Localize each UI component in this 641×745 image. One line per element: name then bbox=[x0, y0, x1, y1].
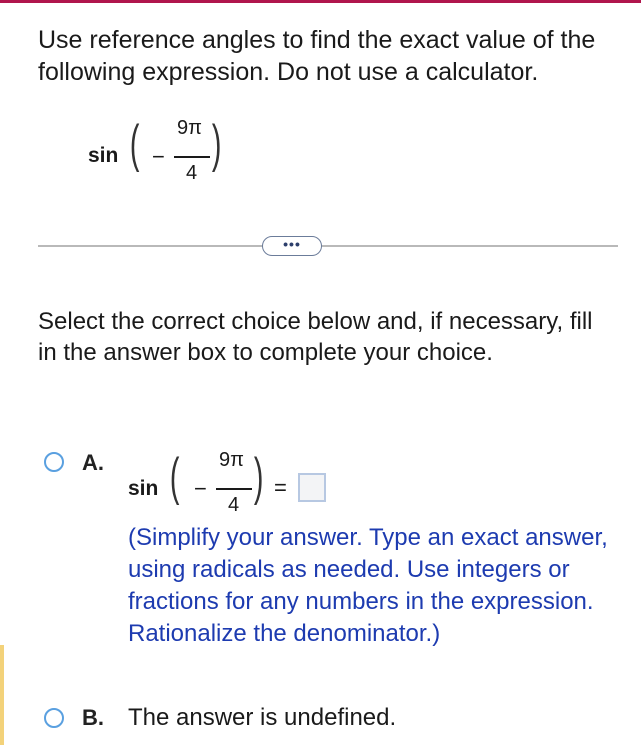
choice-a-label[interactable]: A. bbox=[82, 450, 104, 475]
expr-sign: − bbox=[152, 144, 165, 169]
choice-a-hint: (Simplify your answer. Type an exact answer, using radicals as needed. Use integers or fractions for any numbers in the expression. Rationalize the denominator.) bbox=[128, 524, 608, 647]
top-accent-bar bbox=[0, 0, 641, 3]
expr-numerator: 9π bbox=[177, 117, 202, 139]
choice-a-numerator: 9π bbox=[219, 449, 244, 471]
choice-a-func: sin bbox=[128, 477, 159, 500]
choice-b-text[interactable]: The answer is undefined. bbox=[128, 704, 397, 731]
left-accent-bar bbox=[0, 645, 4, 745]
choice-a-radio[interactable] bbox=[44, 452, 64, 472]
choice-a-equals: = bbox=[274, 475, 287, 500]
section-divider bbox=[38, 245, 618, 247]
right-paren: ) bbox=[211, 115, 222, 173]
choice-a-left-paren: ( bbox=[169, 448, 180, 506]
choice-a-denominator: 4 bbox=[228, 494, 240, 516]
fraction-bar bbox=[174, 156, 210, 158]
expr-func: sin bbox=[88, 144, 119, 167]
question-text: Use reference angles to find the exact value of the following expression. Do not use a calculator. bbox=[38, 26, 596, 86]
left-paren: ( bbox=[129, 115, 140, 173]
choice-a-right-paren: ) bbox=[253, 448, 264, 506]
choice-a-fraction-bar bbox=[216, 488, 252, 490]
answer-input-box[interactable] bbox=[298, 473, 326, 502]
choice-b-radio[interactable] bbox=[44, 708, 64, 728]
expr-denominator: 4 bbox=[186, 162, 198, 184]
choice-a-sign: − bbox=[194, 476, 207, 501]
more-button[interactable]: ••• bbox=[262, 236, 322, 256]
choice-b-label[interactable]: B. bbox=[82, 705, 104, 730]
instruction-text: Select the correct choice below and, if necessary, fill in the answer box to complete your choice. bbox=[38, 308, 593, 366]
